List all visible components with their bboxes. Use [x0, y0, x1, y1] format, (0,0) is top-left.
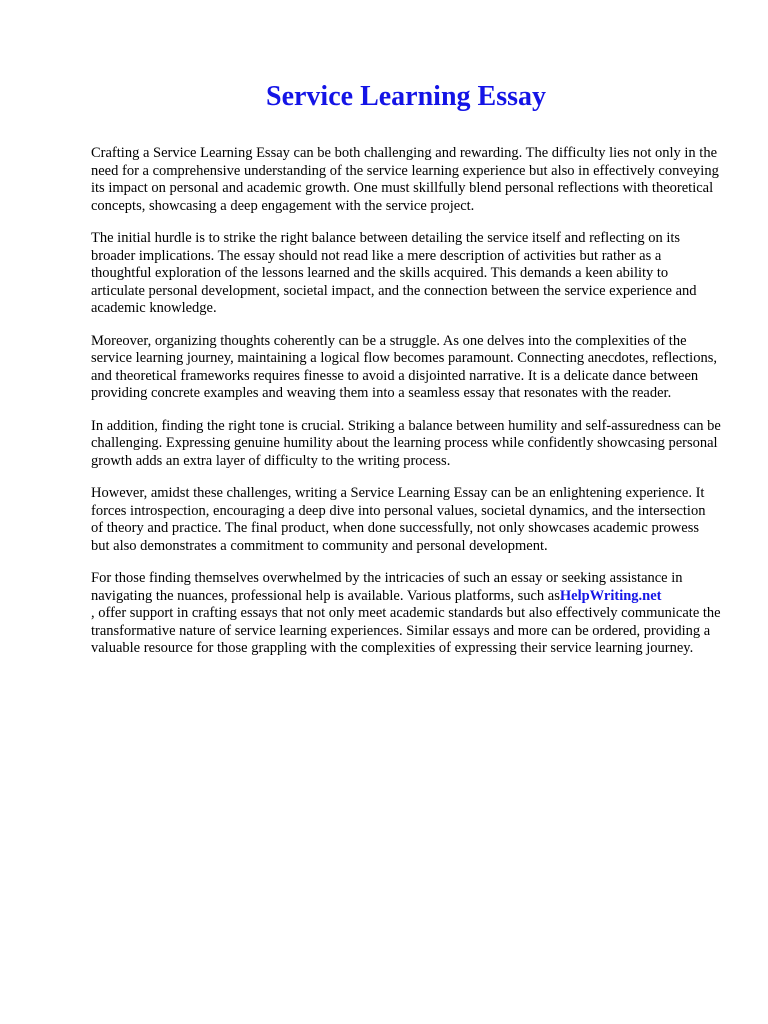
document-body [91, 145, 721, 673]
paragraph-help-after-link: , offer support in crafting essays that not only meet academic standards but also effectively communicate the transformative nature of service learning experiences. Similar essays and more can be ordered, providing a valuable resource for those grappling with the complexities of expressing their service learning journey. [91, 605, 721, 656]
paragraph-help [91, 570, 721, 658]
paragraph-initial-hurdle: The initial hurdle is to strike the right balance between detailing the service itself and reflecting on its broader implications. The essay should not read like a mere description of activities but rather as a thoughtful exploration of the lessons learned and the skills acquired. This demands a keen ability to articulate personal development, societal impact, and the connection between the service experience and academic knowledge. [91, 230, 697, 316]
paragraph-help-before-link: For those finding themselves overwhelmed by the intricacies of such an essay or seeking assistance in navigating the nuances, professional help is available. Various platforms, such as [91, 570, 683, 604]
document-title: Service Learning Essay [266, 81, 546, 112]
helpwriting-link[interactable]: HelpWriting.net [559, 587, 662, 604]
paragraph-organizing-thoughts: Moreover, organizing thoughts coherently can be a struggle. As one delves into the complexities of the service learning journey, maintaining a logical flow becomes paramount. Connecting anecdotes, reflections, and theoretical frameworks requires finesse to avoid a disjointed narrative. It is a delicate dance between providing concrete examples and weaving them into a seamless essay that resonates with the reader. [91, 332, 717, 401]
paragraph-tone: In addition, finding the right tone is crucial. Striking a balance between humility and self-assuredness can be challenging. Expressing genuine humility about the learning process while confidently showcasing personal growth adds an extra layer of difficulty to the writing process. [91, 417, 721, 469]
paragraph-challenges: However, amidst these challenges, writing a Service Learning Essay can be an enlightening experience. It forces introspection, encouraging a deep dive into personal values, societal dynamics, and the intersection of theory and practice. The final product, when done successfully, not only showcases academic prowess but also demonstrates a commitment to community and personal development. [91, 485, 706, 554]
paragraph-intro: Crafting a Service Learning Essay can be both challenging and rewarding. The difficulty lies not only in the need for a comprehensive understanding of the service learning experience but also in effectively conveying its impact on personal and academic growth. One must skillfully blend personal reflections with theoretical concepts, showcasing a deep engagement with the service project. [91, 145, 719, 214]
